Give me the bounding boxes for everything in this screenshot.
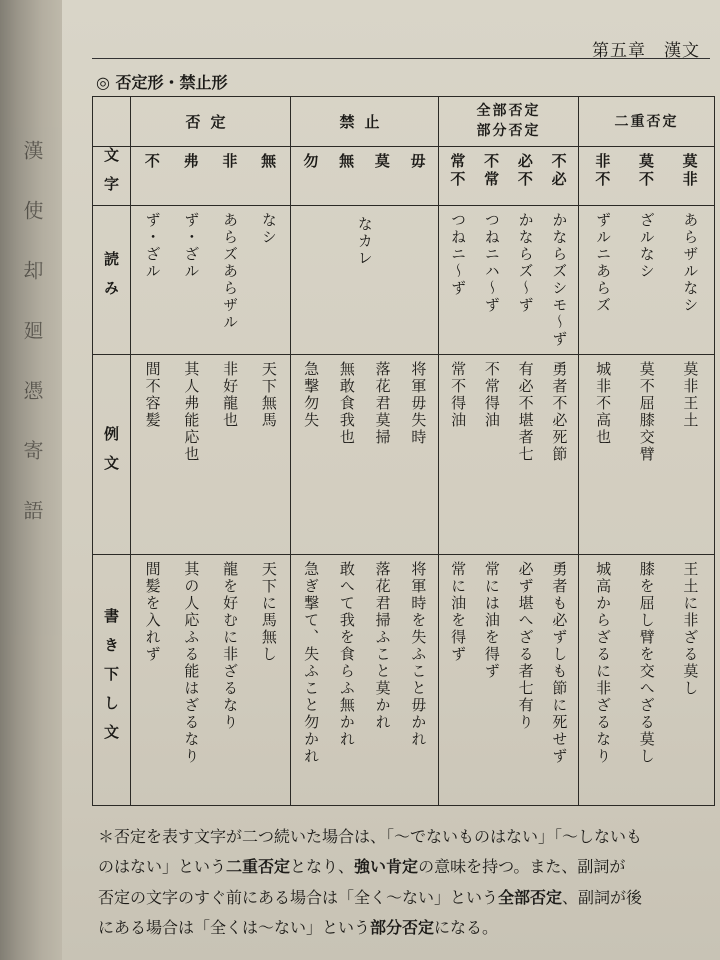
- translations-prohibition: 将軍時を失ふこと毋かれ 落花君掃ふこと莫かれ 敢へて我を食らふ無かれ 急ぎ撃て、失ふこと勿かれ: [291, 555, 439, 806]
- examples-double-negation: 莫非王土 莫不屈膝交臂 城非不高也: [579, 355, 715, 555]
- footnote-line: 否定の文字のすぐ前にある場合は「全く〜ない」という全部否定、副詞が後: [98, 887, 643, 907]
- footnote-line: ＊否定を表す文字が二つ続いた場合は、「〜でないものはない」「〜しないも: [98, 827, 643, 846]
- row-head-readings: 読み: [93, 206, 131, 355]
- translations-double-negation: 王土に非ざる莫し 膝を屈し臂を交へざる莫し 城高からざるに非ざるなり: [579, 555, 715, 806]
- footnote-line: のはない」という二重否定となり、強い肯定の意味を持つ。また、副詞が: [98, 857, 626, 877]
- examples-negation: 天下無馬 非好龍也 其人弗能応也 間不容髪: [131, 355, 291, 555]
- translations-total-partial: 勇者も必ずしも節に死せず 必ず堪へざる者七有り 常には油を得ず 常に油を得ず: [439, 555, 579, 806]
- header-negation: 否定: [131, 97, 291, 147]
- prev-page-char: 漢: [20, 140, 44, 160]
- prev-page-char: 寄: [20, 440, 44, 460]
- header-total-partial: 全部否定 部分否定: [439, 97, 579, 147]
- chapter-header: 第五章 漢文: [592, 41, 700, 61]
- footnote: [98, 822, 708, 944]
- row-head-translations: 書き下し文: [93, 555, 131, 806]
- section-title: ◎ 否定形・禁止形: [96, 73, 228, 92]
- chars-total-partial: 不必 必不 不常 常不: [439, 147, 579, 206]
- readings-prohibition: なカレ: [291, 206, 439, 355]
- previous-page-edge: [0, 0, 62, 960]
- translations-negation: 天下に馬無し 龍を好むに非ざるなり 其の人応ふる能はざるなり 間髪を入れず: [131, 555, 291, 806]
- textbook-page: [62, 0, 720, 960]
- prev-page-char: 使: [20, 200, 44, 220]
- header-rule: [92, 58, 710, 59]
- header-double-negation: 二重否定: [579, 97, 715, 147]
- prev-page-char: 語: [20, 500, 44, 520]
- row-head-examples: 例文: [93, 355, 131, 555]
- prev-page-char: 廻: [20, 320, 44, 340]
- corner-cell: [93, 97, 131, 147]
- footnote-line: にある場合は「全くは〜ない」という部分否定になる。: [98, 918, 499, 938]
- chars-negation: 無 非 弗 不: [131, 147, 291, 206]
- examples-prohibition: 将軍毋失時 落花君莫掃 無敢食我也 急撃勿失: [291, 355, 439, 555]
- chars-double-negation: 莫非 莫不 非不: [579, 147, 715, 206]
- prev-page-char: 却: [20, 260, 44, 280]
- readings-total-partial: かならズシモ〜ず かならズ〜ず つねニハ〜ず つねニ〜ず: [439, 206, 579, 355]
- chars-prohibition: 毋 莫 無 勿: [291, 147, 439, 206]
- prev-page-char: 憑: [20, 380, 44, 400]
- readings-negation: なシ あらズあらザル ず・ざル ず・ざル: [131, 206, 291, 355]
- header-prohibition: 禁止: [291, 97, 439, 147]
- readings-double-negation: あらザルなシ ざルなシ ずルニあらズ: [579, 206, 715, 355]
- negation-table: [92, 96, 715, 806]
- row-head-chars: 文字: [93, 147, 131, 206]
- examples-total-partial: 勇者不必死節 有必不堪者七 不常得油 常不得油: [439, 355, 579, 555]
